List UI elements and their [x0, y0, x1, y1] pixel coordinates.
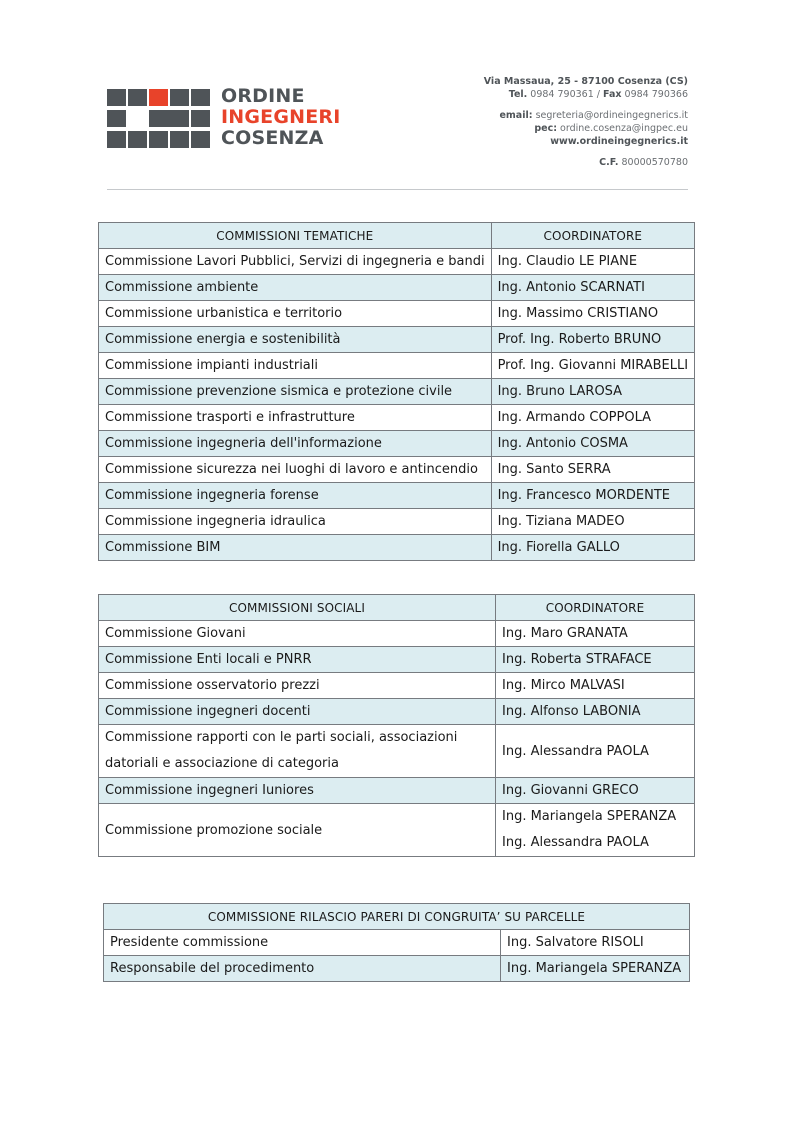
commission-name: Commissione ingegneria idraulica	[99, 509, 492, 535]
commission-name: Commissione promozione sociale	[99, 804, 496, 857]
header-divider	[107, 189, 688, 190]
table-row	[99, 778, 695, 804]
logo-square	[107, 131, 126, 148]
commission-name: Commissione impianti industriali	[99, 353, 492, 379]
logo-square-red	[149, 89, 168, 106]
table-row	[99, 509, 695, 535]
coordinator: Ing. Giovanni GRECO	[496, 778, 695, 804]
table-row	[99, 327, 695, 353]
coordinator: Ing. Alfonso LABONIA	[496, 699, 695, 725]
column-header: COMMISSIONI SOCIALI	[99, 595, 496, 621]
commission-name: Commissione Giovani	[99, 621, 496, 647]
table-commissione-parcelle	[103, 903, 690, 982]
person: Ing. Mariangela SPERANZA	[501, 956, 690, 982]
coordinator: Ing. Santo SERRA	[491, 457, 695, 483]
table-row	[99, 483, 695, 509]
logo-square	[191, 89, 210, 106]
commission-name-line: datoriali e associazione di categoria	[105, 756, 339, 771]
tel-label: Tel.	[508, 89, 528, 100]
table-row	[99, 804, 695, 857]
coordinator: Ing. Antonio COSMA	[491, 431, 695, 457]
logo-square	[128, 131, 147, 148]
logo-wordmark	[221, 86, 341, 149]
table-row	[99, 535, 695, 561]
coordinator-line: Ing. Mariangela SPERANZA	[502, 809, 677, 824]
table-row	[99, 431, 695, 457]
commission-name: Commissione ingegneri Iuniores	[99, 778, 496, 804]
coordinator: Ing. Bruno LAROSA	[491, 379, 695, 405]
tel: 0984 790361	[530, 89, 594, 100]
coordinator: Ing. Antonio SCARNATI	[491, 275, 695, 301]
table-row	[99, 699, 695, 725]
logo-square	[170, 89, 189, 106]
role: Presidente commissione	[104, 930, 501, 956]
table-header-row	[99, 595, 695, 621]
logo-square	[170, 131, 189, 148]
commission-name: Commissione ambiente	[99, 275, 492, 301]
commission-name: Commissione ingegneria dell'informazione	[99, 431, 492, 457]
table-title: COMMISSIONE RILASCIO PARERI DI CONGRUITA’ SU PARCELLE	[104, 904, 690, 930]
table-commissioni-sociali	[98, 594, 695, 857]
person: Ing. Salvatore RISOLI	[501, 930, 690, 956]
table-row	[99, 673, 695, 699]
commission-name: Commissione urbanistica e territorio	[99, 301, 492, 327]
coordinator: Ing. Armando COPPOLA	[491, 405, 695, 431]
table-row	[99, 353, 695, 379]
contact-block: Via Massaua, 25 - 87100 Cosenza (CS) Tel. 0984 790361 / Fax 0984 790366 email: segreteria@ordineingegnerics.it pec: ordine.cosenza@ingpec.eu www.ordineingegnerics.it C.F. 80000570780	[483, 76, 688, 168]
table-row	[99, 249, 695, 275]
logo-square	[191, 131, 210, 148]
coordinator: Ing. Mirco MALVASI	[496, 673, 695, 699]
table-row	[99, 457, 695, 483]
logo-line: COSENZA	[221, 127, 324, 149]
logo-square	[149, 110, 189, 127]
fax: 0984 790366	[624, 89, 688, 100]
commission-name: Commissione prevenzione sismica e protezione civile	[99, 379, 492, 405]
coordinator: Prof. Ing. Giovanni MIRABELLI	[491, 353, 695, 379]
table-header-row	[104, 904, 690, 930]
table-header-row	[99, 223, 695, 249]
logo-line: ORDINE	[221, 85, 305, 107]
coordinator: Ing. Fiorella GALLO	[491, 535, 695, 561]
fax-label: Fax	[603, 89, 622, 100]
commission-name: Commissione sicurezza nei luoghi di lavoro e antincendio	[99, 457, 492, 483]
commission-name: Commissione energia e sostenibilità	[99, 327, 492, 353]
commission-name-line: Commissione rapporti con le parti sociali, associazioni	[105, 730, 458, 745]
column-header: COORDINATORE	[491, 223, 695, 249]
website-link[interactable]: www.ordineingegnerics.it	[550, 136, 688, 147]
email-link[interactable]: segreteria@ordineingegnerics.it	[535, 110, 688, 121]
logo-square	[107, 110, 126, 127]
table-row	[99, 405, 695, 431]
coordinator: Ing. Massimo CRISTIANO	[491, 301, 695, 327]
commission-name: Commissione Enti locali e PNRR	[99, 647, 496, 673]
cf-number: 80000570780	[621, 157, 688, 168]
table-row	[104, 956, 690, 982]
commission-name: Commissione ingegneria forense	[99, 483, 492, 509]
column-header: COORDINATORE	[496, 595, 695, 621]
commission-name: Commissione osservatorio prezzi	[99, 673, 496, 699]
email-label: email:	[499, 110, 533, 121]
table-row	[104, 930, 690, 956]
coordinator: Prof. Ing. Roberto BRUNO	[491, 327, 695, 353]
table-row	[99, 621, 695, 647]
logo-square	[149, 131, 168, 148]
logo-square	[191, 110, 210, 127]
logo-line: INGEGNERI	[221, 106, 341, 128]
table-row	[99, 301, 695, 327]
column-header: COMMISSIONI TEMATICHE	[99, 223, 492, 249]
coordinator: Ing. Maro GRANATA	[496, 621, 695, 647]
logo-square	[128, 89, 147, 106]
cf-label: C.F.	[599, 157, 619, 168]
pec-link[interactable]: ordine.cosenza@ingpec.eu	[560, 123, 688, 134]
role: Responsabile del procedimento	[104, 956, 501, 982]
coordinator: Ing. Claudio LE PIANE	[491, 249, 695, 275]
commission-name: Commissione ingegneri docenti	[99, 699, 496, 725]
logo-square	[107, 89, 126, 106]
coordinator-line: Ing. Alessandra PAOLA	[502, 835, 649, 850]
coordinator: Ing. Alessandra PAOLA	[496, 725, 695, 778]
table-row	[99, 647, 695, 673]
commission-name: Commissione trasporti e infrastrutture	[99, 405, 492, 431]
coordinator: Ing. Roberta STRAFACE	[496, 647, 695, 673]
pec-label: pec:	[534, 123, 558, 134]
coordinator: Ing. Tiziana MADEO	[491, 509, 695, 535]
table-commissioni-tematiche	[98, 222, 695, 561]
table-row	[99, 275, 695, 301]
commission-name: Commissione BIM	[99, 535, 492, 561]
table-row	[99, 725, 695, 778]
commission-name	[99, 725, 496, 778]
commission-name: Commissione Lavori Pubblici, Servizi di ingegneria e bandi	[99, 249, 492, 275]
coordinator: Ing. Francesco MORDENTE	[491, 483, 695, 509]
table-row	[99, 379, 695, 405]
address: Via Massaua, 25 - 87100 Cosenza (CS)	[483, 76, 688, 87]
coordinator	[496, 804, 695, 857]
